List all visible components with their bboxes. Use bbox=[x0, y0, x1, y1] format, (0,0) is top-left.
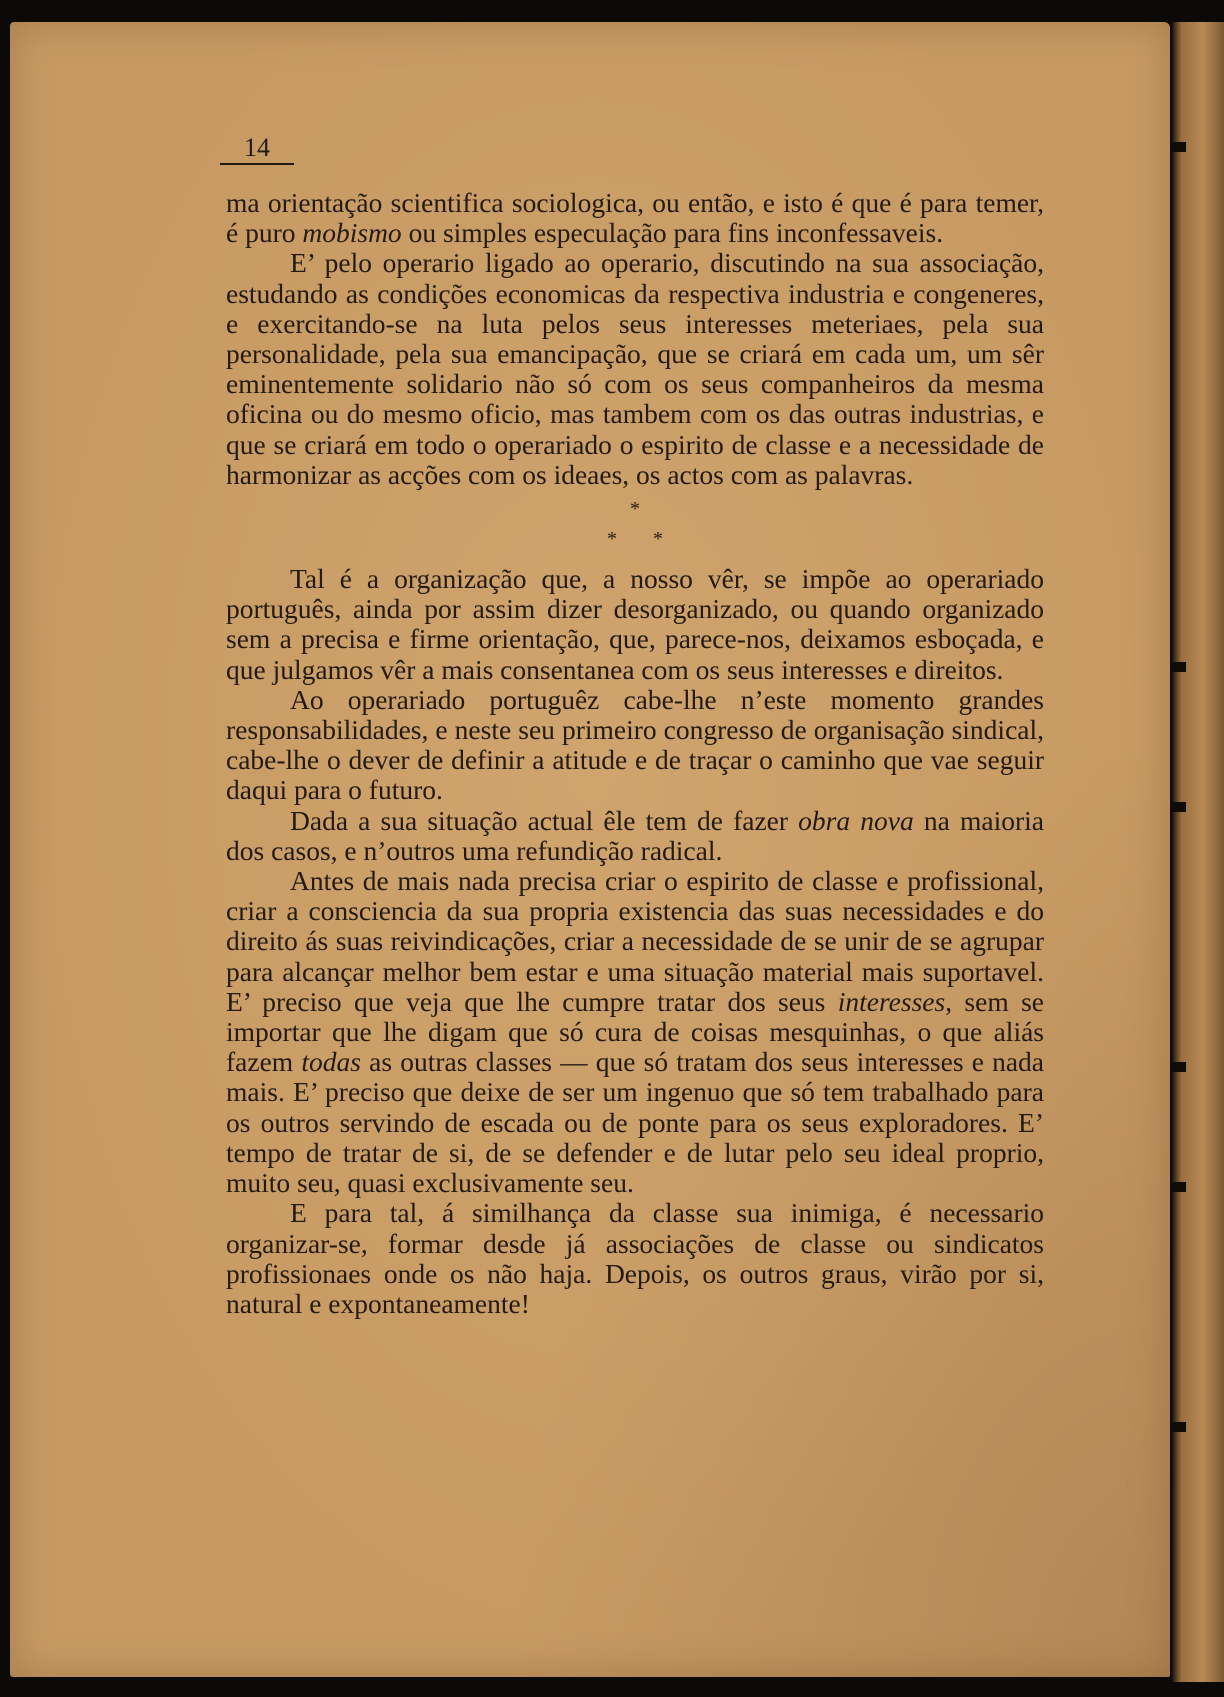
spine-mark bbox=[1172, 1422, 1186, 1432]
section-separator bbox=[226, 494, 1044, 554]
paragraph-1-emphasis: mobismo bbox=[302, 217, 402, 249]
separator-asterisk-top: * bbox=[630, 498, 640, 521]
paragraph-6-emphasis-1: interesses bbox=[837, 985, 946, 1017]
upper-text-block bbox=[226, 188, 1044, 1319]
paragraph-1-end: ou simples especulação para fins inconfessaveis. bbox=[401, 217, 944, 249]
separator-asterisk-right: * bbox=[653, 528, 663, 551]
paragraph-1-text: ma orientação scientifica sociologica, ou então, e isto é que é para temer, é puro bbox=[226, 187, 1044, 249]
spine-mark bbox=[1172, 1062, 1186, 1072]
paragraph-6-end: as outras classes — que só tratam dos seus interesses e nada mais. E’ preciso que deixe de ser um ingenuo que só tem trabalhado para os outros servindo de escada ou de ponte para os seus exploradores. E’ tempo de tratar de si, de se defender e de lutar pelo seu ideal proprio, muito seu, quasi exclusivamente seu. bbox=[226, 1046, 1044, 1199]
spine-mark bbox=[1172, 1182, 1186, 1192]
page-number: 14 bbox=[220, 133, 294, 165]
paragraph-6-emphasis-2: todas bbox=[301, 1046, 361, 1078]
paragraph-7: E para tal, á similhança da classe sua inimiga, é necessario organizar-se, formar desde já associações de classe ou sindicatos profissionaes onde os não haja. Depois, os outros graus, virão por si, natural e expontaneamente! bbox=[226, 1197, 1044, 1319]
paragraph-4: Ao operariado portuguêz cabe-lhe n’este momento grandes responsabilidades, e neste seu primeiro congresso de organisação sindical, cabe-lhe o dever de definir a atitude e de traçar o caminho que vae seguir daqui para o futuro. bbox=[226, 683, 1044, 806]
paragraph-6-middle: , sem se importar que lhe digam que só cura de coisas mesquinhas, o que aliás fazem bbox=[226, 985, 1044, 1078]
separator-asterisk-left: * bbox=[607, 528, 617, 551]
paragraph-3: Tal é a organização que, a nosso vêr, se impõe ao operariado português, ainda por assim dizer desorganizado, ou quando organizado sem a precisa e firme orientação, que, parece-nos, deixamos esboçada, e que julgamos vêr a mais consentanea com os seus interesses e direitos. bbox=[226, 563, 1044, 685]
paragraph-5-emphasis: obra nova bbox=[798, 804, 914, 836]
spine-mark bbox=[1172, 662, 1186, 672]
paragraph-6 bbox=[226, 866, 1044, 1198]
spine-mark bbox=[1172, 802, 1186, 812]
paragraph-1 bbox=[226, 188, 1044, 248]
book-spine-edge bbox=[1172, 22, 1224, 1682]
paragraph-6-text: Antes de mais nada precisa criar o espirito de classe e profissional, criar a consciencia da sua propria existencia das suas necessidades e do direito ás suas reivindicações, criar a necessidade de se unir de se agrupar para alcançar melhor bem estar e uma situação material mais suportavel. E’ preciso que veja que lhe cumpre tratar dos seus bbox=[226, 865, 1044, 1017]
spine-mark bbox=[1172, 142, 1186, 152]
paragraph-5-end: na maioria dos casos, e n’outros uma refundição radical. bbox=[226, 804, 1044, 866]
paragraph-2: E’ pelo operario ligado ao operario, discutindo na sua associação, estudando as condições economicas da respectiva industria e congeneres, e exercitando-se na luta pelos seus interesses meteriaes, pela sua personalidade, pela sua emancipação, que se criará em cada um, um sêr eminentemente solidario não só com os seus companheiros da mesma oficina ou do mesmo oficio, mas tambem com os das outras industrias, e que se criará em todo o operariado o espirito de classe e a necessidade de harmonizar as acções com os ideaes, os actos com as palavras. bbox=[226, 247, 1044, 490]
separator-asterisk-row bbox=[226, 524, 1044, 554]
paragraph-5 bbox=[226, 806, 1044, 866]
paragraph-5-text: Dada a sua situação actual êle tem de fazer bbox=[290, 804, 799, 836]
